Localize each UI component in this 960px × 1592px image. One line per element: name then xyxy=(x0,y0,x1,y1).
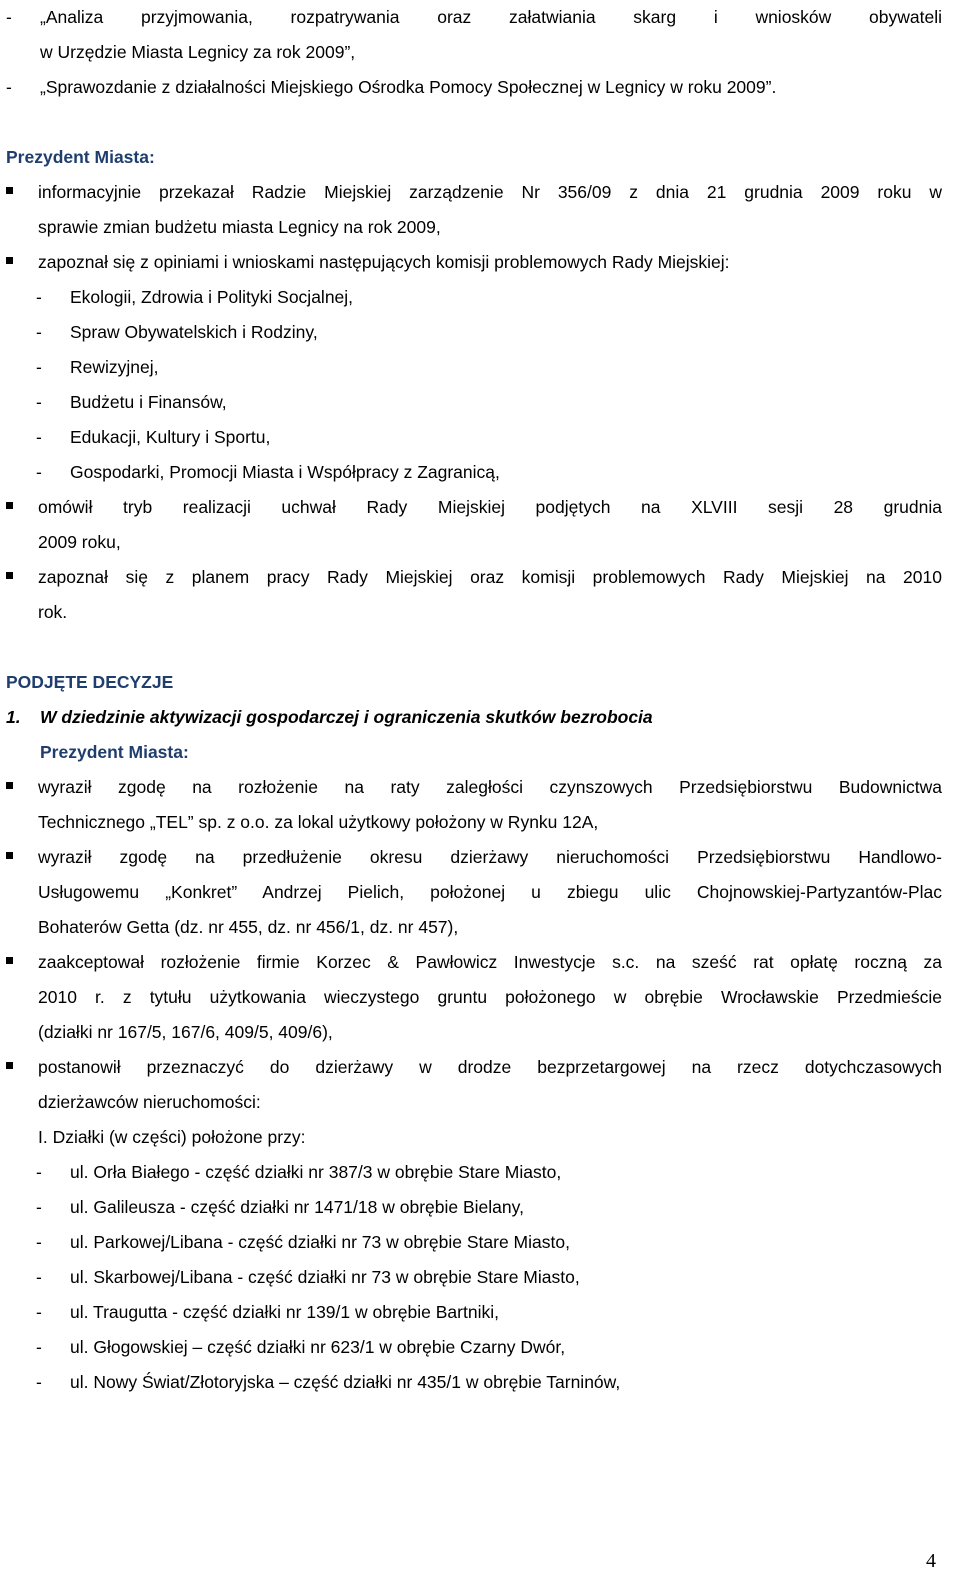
opinions-item: zapoznał się z opiniami i wnioskami następujących komisji problemowych Rady Miejskiej: xyxy=(38,252,730,272)
decision-3-line-2: 2010 r. z tytułu użytkowania wieczystego gruntu położonego w obrębie Wrocławskie Przedmieście xyxy=(38,987,942,1007)
plots-heading: I. Działki (w części) położone przy: xyxy=(38,1127,306,1147)
top-item-2: „Sprawozdanie z działalności Miejskiego Ośrodka Pomocy Społecznej w Legnicy w roku 2009”. xyxy=(40,77,777,97)
decision-2-line-3: Bohaterów Getta (dz. nr 455, dz. nr 456/1, dz. nr 457), xyxy=(38,917,459,937)
plot-item: ul. Skarbowej/Libana - część działki nr 73 w obrębie Stare Miasto, xyxy=(70,1267,580,1287)
decision-2-line-2: Usługowemu „Konkret” Andrzej Pielich, położonej u zbiegu ulic Chojnowskiej-Partyzantów-Plac xyxy=(38,882,942,902)
dash-marker: - xyxy=(36,1337,42,1357)
committee-item: Rewizyjnej, xyxy=(70,357,159,377)
plot-item: ul. Głogowskiej – część działki nr 623/1 w obrębie Czarny Dwór, xyxy=(70,1337,566,1357)
info-item-line-2: sprawie zmian budżetu miasta Legnicy na rok 2009, xyxy=(38,217,441,237)
plot-item: ul. Parkowej/Libana - część działki nr 73 w obrębie Stare Miasto, xyxy=(70,1232,570,1252)
prezydent-heading: Prezydent Miasta: xyxy=(6,147,155,167)
committee-item: Budżetu i Finansów, xyxy=(70,392,227,412)
bullet-icon xyxy=(6,1062,13,1069)
bullet-icon xyxy=(6,782,13,789)
dash-marker: - xyxy=(36,287,42,307)
dash-marker: - xyxy=(36,392,42,412)
bullet-icon xyxy=(6,572,13,579)
dash-marker: - xyxy=(6,77,12,97)
session-item-line-2: 2009 roku, xyxy=(38,532,121,552)
dash-marker: - xyxy=(36,1197,42,1217)
dash-marker: - xyxy=(36,322,42,342)
section-number: 1. xyxy=(6,707,21,727)
plot-item: ul. Traugutta - część działki nr 139/1 w obrębie Bartniki, xyxy=(70,1302,499,1322)
dash-marker: - xyxy=(36,427,42,447)
top-item-1-line-2: w Urzędzie Miasta Legnicy za rok 2009”, xyxy=(40,42,356,62)
section-subheading: Prezydent Miasta: xyxy=(40,742,189,762)
plan-item-line-2: rok. xyxy=(38,602,68,622)
committee-item: Edukacji, Kultury i Sportu, xyxy=(70,427,271,447)
plot-item: ul. Galileusza - część działki nr 1471/18 w obrębie Bielany, xyxy=(70,1197,524,1217)
bullet-icon xyxy=(6,187,13,194)
session-item-line-1: omówił tryb realizacji uchwał Rady Miejskiej podjętych na XLVIII sesji 28 grudnia xyxy=(38,497,942,517)
dash-marker: - xyxy=(36,1302,42,1322)
dash-marker: - xyxy=(36,1232,42,1252)
bullet-icon xyxy=(6,852,13,859)
decision-2-line-1: wyraził zgodę na przedłużenie okresu dzierżawy nieruchomości Przedsiębiorstwu Handlowo- xyxy=(38,847,942,867)
section-title: W dziedzinie aktywizacji gospodarczej i ograniczenia skutków bezrobocia xyxy=(40,707,653,727)
decision-1-line-1: wyraził zgodę na rozłożenie na raty zaległości czynszowych Przedsiębiorstwu Budownictwa xyxy=(38,777,942,797)
decision-3-line-3: (działki nr 167/5, 167/6, 409/5, 409/6), xyxy=(38,1022,333,1042)
committee-item: Gospodarki, Promocji Miasta i Współpracy z Zagranicą, xyxy=(70,462,500,482)
dash-marker: - xyxy=(36,1162,42,1182)
info-item-line-1: informacyjnie przekazał Radzie Miejskiej zarządzenie Nr 356/09 z dnia 21 grudnia 2009 roku w xyxy=(38,182,942,202)
top-item-1-line-1: „Analiza przyjmowania, rozpatrywania oraz załatwiania skarg i wniosków obywateli xyxy=(40,7,942,27)
dash-marker: - xyxy=(6,7,12,27)
dash-marker: - xyxy=(36,1372,42,1392)
dash-marker: - xyxy=(36,1267,42,1287)
bullet-icon xyxy=(6,502,13,509)
plot-item: ul. Nowy Świat/Złotoryjska – część działki nr 435/1 w obrębie Tarninów, xyxy=(70,1372,621,1392)
decision-3-line-1: zaakceptował rozłożenie firmie Korzec & Pawłowicz Inwestycje s.c. na sześć rat opłatę roczną za xyxy=(38,952,942,972)
bullet-icon xyxy=(6,257,13,264)
decision-4-line-1: postanowił przeznaczyć do dzierżawy w drodze bezprzetargowej na rzecz dotychczasowych xyxy=(38,1057,942,1077)
page-number: 4 xyxy=(926,1550,936,1572)
dash-marker: - xyxy=(36,462,42,482)
committee-item: Spraw Obywatelskich i Rodziny, xyxy=(70,322,318,342)
committee-item: Ekologii, Zdrowia i Polityki Socjalnej, xyxy=(70,287,354,307)
decisions-heading: PODJĘTE DECYZJE xyxy=(6,672,174,692)
decision-1-line-2: Technicznego „TEL” sp. z o.o. za lokal użytkowy położony w Rynku 12A, xyxy=(38,812,599,832)
plot-item: ul. Orła Białego - część działki nr 387/3 w obrębie Stare Miasto, xyxy=(70,1162,562,1182)
dash-marker: - xyxy=(36,357,42,377)
decision-4-line-2: dzierżawców nieruchomości: xyxy=(38,1092,261,1112)
bullet-icon xyxy=(6,957,13,964)
plan-item-line-1: zapoznał się z planem pracy Rady Miejskiej oraz komisji problemowych Rady Miejskiej na 2010 xyxy=(38,567,942,587)
